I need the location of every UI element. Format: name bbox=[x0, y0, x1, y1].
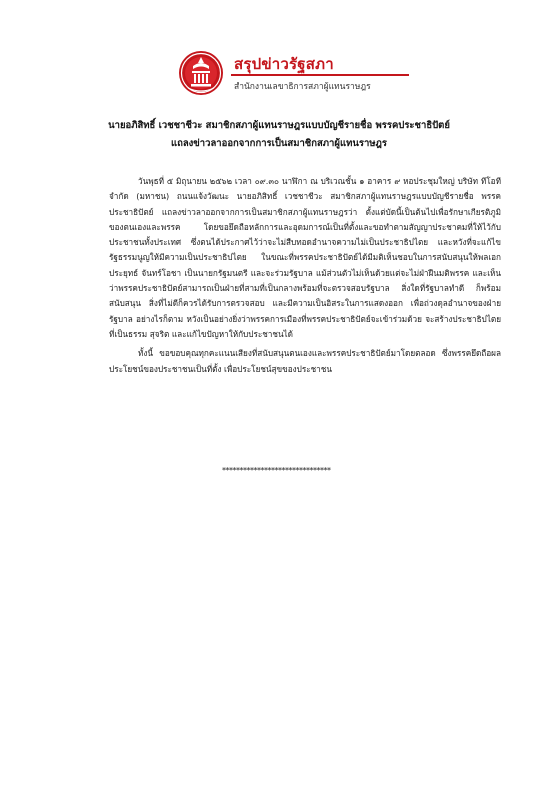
brand-divider bbox=[231, 74, 409, 76]
parliament-seal-icon bbox=[178, 50, 224, 96]
body-paragraph-2: ทั้งนี้ ขอขอบคุณทุกคะแนนเสียงที่สนับสนุนตนเองและพรรคประชาธิปัตย์มาโดยตลอด ซึ่งพรรคยึดถือผลประโยชน์ของประชาชนเป็นที่ตั้ง เพื่อประโยชน์สุขของประชาชน bbox=[109, 348, 501, 374]
brand-subtitle: สำนักงานเลขาธิการสภาผู้แทนราษฎร bbox=[234, 82, 371, 92]
document-body bbox=[109, 174, 501, 377]
brand-title: สรุปข่าวรัฐสภา bbox=[234, 55, 334, 73]
headline-line-1: นายอภิสิทธิ์ เวชชาชีวะ สมาชิกสภาผู้แทนราษฎรแบบบัญชีรายชื่อ พรรคประชาธิปัตย์ bbox=[108, 120, 450, 131]
headline-line-2: แถลงข่าวลาออกจากการเป็นสมาชิกสภาผู้แทนราษฎร bbox=[170, 138, 388, 149]
document-header bbox=[178, 50, 418, 98]
end-divider: ******************************* bbox=[222, 466, 331, 475]
body-paragraph-1: วันพุธที่ ๕ มิถุนายน ๒๕๖๒ เวลา ๐๙.๓๐ นาฬิกา ณ บริเวณชั้น ๑ อาคาร ๙ หอประชุมใหญ่ บริษัท ทีโอที จำกัด (มหาชน) ถนนแจ้งวัฒนะ นายอภิสิทธิ์ เวชชาชีวะ สมาชิกสภาผู้แทนราษฎรแบบบัญชีรายชื่อ พรรคประชาธิปัตย์ แถลงข่าวลาออกจากการเป็นสมาชิกสภาผู้แทนราษฎรว่า ตั้งแต่บัดนี้เป็นต้นไปเพื่อรักษาเกียรติภูมิของตนเองและพรรค โดยขอยึดถือหลักการและอุดมการณ์เป็นที่ตั้งและขอทำตามสัญญาประชาคมที่ให้ไว้กับประชาชนทั้งประเทศ ซึ่งตนได้ประกาศไว้ว่าจะไม่สืบทอดอำนาจความไม่เป็นประชาธิปไตย และหวังที่จะแก้ไขรัฐธรรมนูญให้มีความเป็นประชาธิปไตย ในขณะที่พรรคประชาธิปัตย์ได้มีมติเห็นชอบในการสนับสนุนให้พลเอก ประยุทธ์ จันทร์โอชา เป็นนายกรัฐมนตรี และจะร่วมรัฐบาล แม้ส่วนตัวไม่เห็นด้วยแต่จะไม่ฝ่าฝืนมติพรรค และเห็นว่าพรรคประชาธิปัตย์สามารถเป็นฝ่ายที่สามที่เป็นกลางพร้อมที่จะตรวจสอบรัฐบาล สิ่งใดที่รัฐบาลทำดี ก็พร้อมสนับสนุน สิ่งที่ไม่ดีก็ควรได้รับการตรวจสอบ และมีความเป็นอิสระในการแสดงออก เพื่อถ่วงดุลอำนาจของฝ่ายรัฐบาล อย่างไรก็ตาม หวังเป็นอย่างยิ่งว่าพรรคการเมืองที่พรรคประชาธิปัตย์จะเข้าร่วมด้วย จะสร้างประชาธิปไตยที่เป็นธรรม สุจริต และแก้ไขปัญหาให้กับประชาชนได้ bbox=[109, 176, 501, 339]
